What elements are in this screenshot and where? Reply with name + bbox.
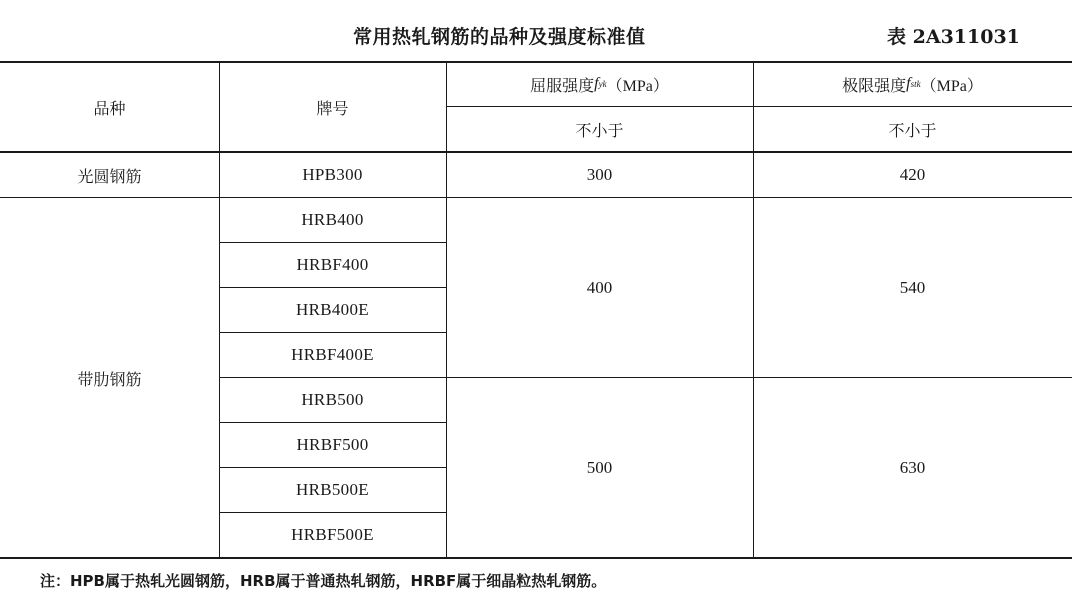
- grade-cell: HRBF400: [296, 255, 369, 274]
- grade-cell: HRB400: [301, 210, 364, 229]
- ultimate-value: 540: [899, 277, 926, 297]
- grade-cell: HRB400E: [296, 300, 369, 319]
- variety-ribbed: 带肋钢筋: [77, 369, 142, 389]
- variety-plain-round: 光圆钢筋: [77, 166, 142, 186]
- header-ultimate-unit: （MPa）: [920, 77, 983, 95]
- header-yield-subscript: yk: [598, 79, 607, 89]
- header-ultimate-strength: [753, 62, 1072, 106]
- header-yield-unit: （MPa）: [606, 77, 669, 95]
- document-title: 常用热轧钢筋的品种及强度标准值: [353, 26, 646, 48]
- header-yield-strength: [446, 62, 753, 106]
- header-yield-min: 不小于: [575, 121, 624, 140]
- header-ultimate-min: 不小于: [888, 121, 937, 140]
- grade-cell: HPB300: [302, 165, 363, 184]
- grade-cell: HRB500E: [296, 480, 369, 499]
- header-variety: 品种: [93, 98, 126, 118]
- yield-value: 400: [586, 277, 613, 297]
- header-yield-label: 屈服强度: [530, 75, 595, 95]
- grade-cell: HRBF500E: [291, 525, 374, 544]
- header-ultimate-label: 极限强度: [842, 75, 907, 95]
- grade-cell: HRB500: [301, 390, 364, 409]
- header-grade: 牌号: [316, 98, 349, 118]
- table-number: 表 2A311031: [887, 26, 1020, 48]
- header-ultimate-subscript: stk: [910, 79, 921, 89]
- ultimate-value: 420: [899, 165, 926, 184]
- yield-value: 500: [586, 457, 613, 477]
- yield-value: 300: [586, 165, 613, 184]
- grade-cell: HRBF400E: [291, 345, 374, 364]
- table-note: 注：HPB属于热轧光圆钢筋，HRB属于普通热轧钢筋，HRBF属于细晶粒热轧钢筋。: [40, 572, 607, 590]
- header-ultimate-symbol: f: [906, 75, 911, 92]
- ultimate-value: 630: [899, 457, 926, 477]
- grade-cell: HRBF500: [296, 435, 369, 454]
- header-yield-symbol: f: [594, 75, 599, 92]
